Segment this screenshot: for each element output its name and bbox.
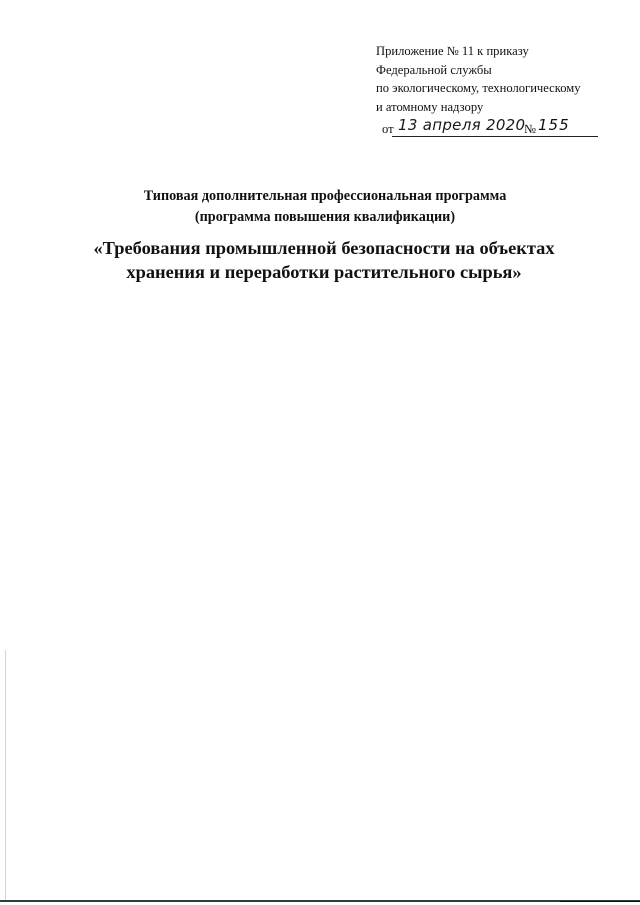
scan-edge-bottom <box>0 900 640 902</box>
appendix-line-1: Приложение № 11 к приказу <box>376 44 529 58</box>
scan-edge-bottom-right <box>560 901 640 902</box>
appendix-header <box>376 42 616 138</box>
program-type-heading <box>0 186 640 228</box>
date-underline <box>392 136 598 137</box>
handwritten-date: 13 апреля 2020 <box>398 116 526 135</box>
program-title-line-1: «Требования промышленной безопасности на объектах <box>93 238 555 258</box>
program-title-line-2: хранения и переработки растительного сырья» <box>126 262 522 282</box>
appendix-line-4: и атомному надзору <box>376 99 484 114</box>
program-type-line-1: Типовая дополнительная профессиональная программа <box>143 188 507 204</box>
order-date-line <box>376 118 616 138</box>
scan-edge-left <box>5 650 6 900</box>
program-title <box>0 236 640 284</box>
appendix-line-3: по экологическому, технологическому <box>376 81 581 96</box>
handwritten-order-number: 155 <box>538 116 570 135</box>
date-prefix: от <box>382 122 394 137</box>
number-sign: № <box>524 122 537 137</box>
program-type-line-2: (программа повышения квалификации) <box>194 209 456 225</box>
appendix-line-2: Федеральной службы <box>376 62 492 77</box>
